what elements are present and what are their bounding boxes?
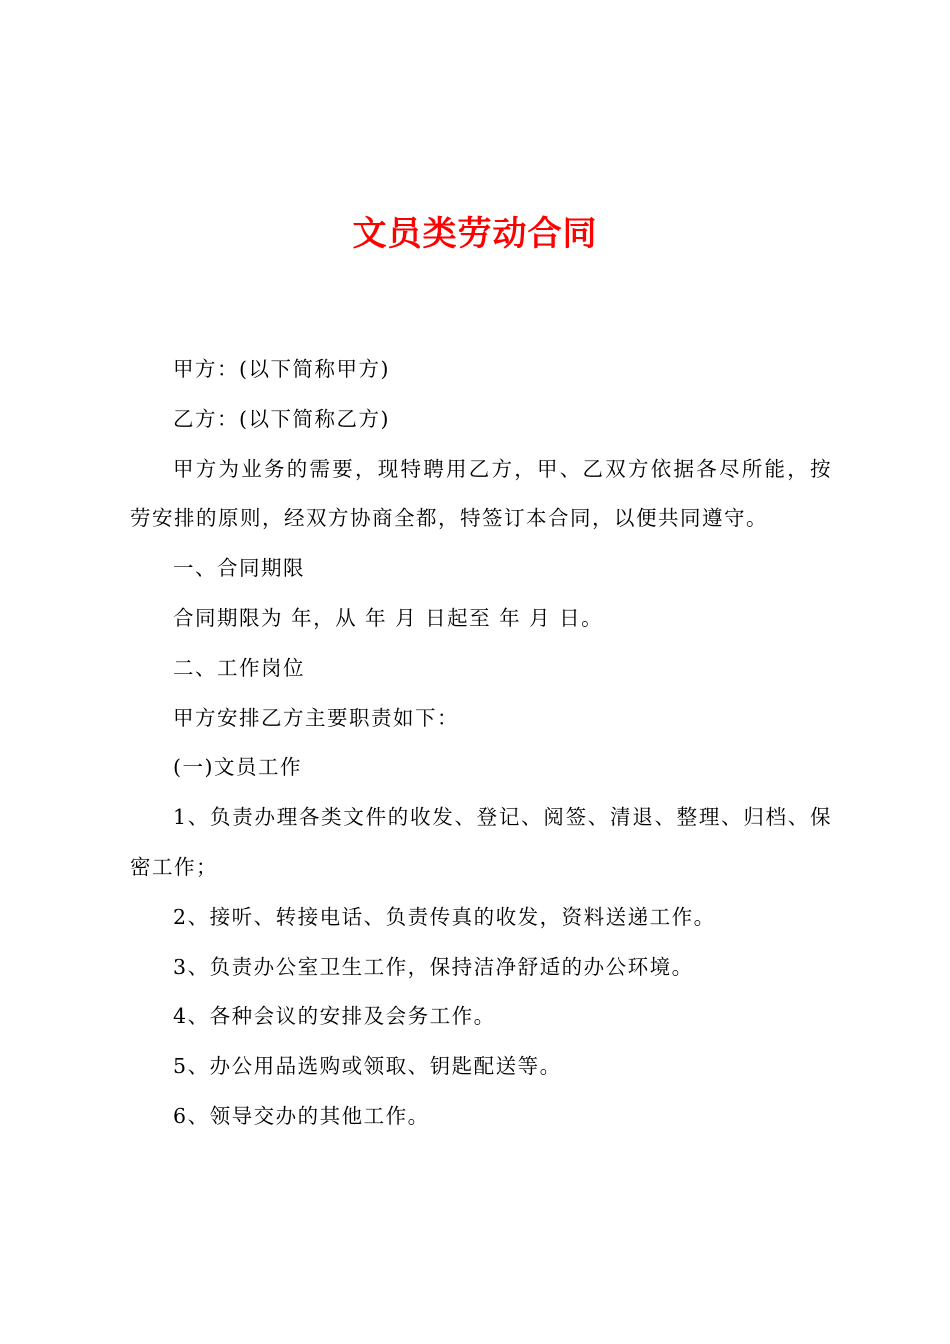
- party-a-line: 甲方：(以下简称甲方): [173, 357, 391, 381]
- term-paragraph: 合同期限为 年，从 年 月 日起至 年 月 日。: [173, 605, 604, 630]
- section-heading-position: 二、工作岗位: [173, 655, 306, 680]
- duty-item-1: 1、负责办理各类文件的收发、登记、阅签、清退、整理、归档、保密工作；: [130, 805, 832, 879]
- duty-item-5: 5、办公用品选购或领取、钥匙配送等。: [173, 1054, 562, 1079]
- section-heading-term: 一、合同期限: [173, 556, 306, 581]
- intro-paragraph: 甲方为业务的需要，现特聘用乙方，甲、乙双方依据各尽所能，按劳安排的原则，经双方协商全都，特签订本合同，以便共同遵守。: [130, 456, 832, 531]
- party-b-line: 乙方：(以下简称乙方): [173, 406, 391, 431]
- duty-item-6: 6、领导交办的其他工作。: [173, 1103, 430, 1128]
- document-body: [130, 345, 832, 1142]
- duties-intro: 甲方安排乙方主要职责如下：: [173, 705, 460, 730]
- document-title: 文员类劳动合同: [352, 214, 598, 254]
- duty-item-2: 2、接听、转接电话、负责传真的收发，资料送递工作。: [173, 904, 716, 929]
- subsection-heading-clerk: (一)文员工作: [173, 755, 303, 780]
- duty-item-3: 3、负责办公室卫生工作，保持洁净舒适的办公环境。: [173, 954, 694, 979]
- duty-item-4: 4、各种会议的安排及会务工作。: [173, 1004, 496, 1029]
